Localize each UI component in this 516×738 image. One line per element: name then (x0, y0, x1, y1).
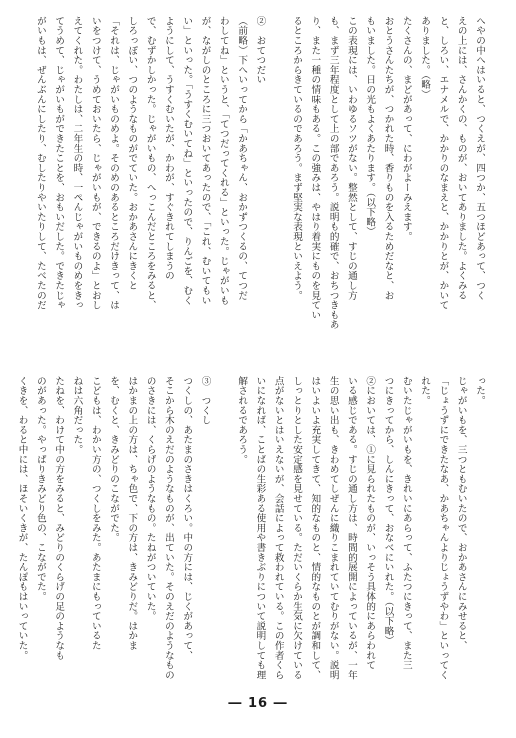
bottom-text-block (16, 376, 488, 684)
bottom-text-column: くきを、わると中には、ほそいくきが、たんぽもはいっていた。 (16, 376, 28, 661)
bottom-text-column: 生の思い出も、きわめてしぜんに織りこまれていてむりがない。説明 (327, 376, 339, 680)
top-text-column: わしてね」というと、「てつだってくれる」といった。じゃがいも (217, 16, 229, 306)
top-text-column: しろっぽい、つのようなものがでていた。おかあさんにきくと (126, 16, 138, 291)
top-text-column: もいました。日の光もよくあたります。（以下略） (364, 16, 376, 237)
top-text-column: も、まず三年程度として上の部であろう。説明も的確で、おちつきもあ (327, 16, 339, 330)
top-text-column: るところからきているのであろう。まず堅実な表現といえよう。 (291, 16, 303, 301)
bottom-text-column: つくしの、あたまのさきはくろい。中の方には、じくがあって、 (181, 376, 193, 661)
bottom-text-column: はかまの上の方は、ちゃ色で、下の方は、きみどりだ。はかま (126, 376, 138, 651)
top-text-column: おとうさんたちが、つかれた時、香りものを入るためだなと、お (382, 16, 394, 301)
bottom-text-column: たねを、わけて中の方をみると、みどりのくらげの足のようなも (53, 376, 65, 661)
bottom-text-column: 点がないとはいえないが、会話によって救われている。この作者くら (272, 376, 284, 680)
bottom-text-column: のがあった。やっぱりきみどり色の、こながでた。 (34, 376, 46, 602)
top-text-column: へやの中へはいると、つくえが、四つか、五つほどあって、つく (474, 16, 485, 301)
top-text-column: と、しろい、エナメルで、かかりのなまえと、かかりとが、かいて (437, 16, 449, 310)
bottom-text-column: れた。 (419, 376, 431, 406)
top-text-column: 「それは、じゃがいものめよ。そのめのあるところだけきって、は (108, 16, 120, 310)
bottom-text-column: ねは六角だった。 (71, 376, 83, 455)
top-text-column: り、また一種の情味もある。この強みは、やはり着実にものを見てい (309, 16, 321, 320)
bottom-text-column: じゃがいもを、三つともむいたので、おかあさんにみせると、 (455, 376, 467, 651)
top-text-column: たくさんの、まどがあって、にわがよーみえます。 (400, 16, 412, 242)
top-text-block (28, 16, 488, 356)
bottom-text-column: を、むくと、きみどりのこながでた。 (108, 376, 120, 543)
top-text-column: （前略）下へいってから「かあちゃん、おかずつくるの、てつだ (236, 16, 248, 301)
bottom-text-column: こどもは、わかい方の、つくしをみた。あたまにもっているた (89, 376, 101, 651)
top-text-column: で、むずかしかった。じゃがいもの、へっこんだところをみると、 (144, 16, 156, 310)
top-text-column: ようにして、うすくむいたが、かわが、すぐきれてしまうの (162, 16, 174, 281)
bottom-text-column: いる感じである。すじの通し方は、時間的展開によっているが、一年 (345, 376, 357, 680)
bottom-text-column: ③ つくし (199, 376, 211, 425)
bottom-text-column: ②においては、①に見られたものが、いっそう具体的にあらわれて (364, 376, 376, 670)
top-text-column: ありました。（略） (419, 16, 431, 100)
bottom-text-column: のさきには、くらげのようなもの。たねがついていた。 (144, 376, 156, 621)
top-text-column: この表現には、いわゆるソツがない。整然として、すじの通し方 (345, 16, 357, 301)
bottom-text-column: 解されるであろう。 (236, 376, 248, 465)
bottom-text-column: 「じょうずにできたなあ、かあちゃんよりじょうずやわ」といってく (437, 376, 449, 680)
top-text-column: い」といった。「うすくむいてね」といったので、りんごを、むく (181, 16, 193, 306)
top-text-column (268, 16, 286, 356)
top-text-column: がいもは、ぜんぶんにしたり、むしたりやいたりして、たべたのだ (34, 16, 46, 310)
bottom-text-column: しっとりとした安定感を見せている。ただいくらか生気に欠けている (291, 376, 303, 680)
top-text-column: てうめて、じゃがいもができたことを、おもいだした。できたじゃ (53, 16, 65, 310)
bottom-text-column: つにきってから、しんにきって、おなべにいれた。（以下略） (382, 376, 394, 646)
bottom-text-column: そこから木のえだのようなものが、出ていた。そのえだのようなもの (162, 376, 174, 680)
bottom-text-column: った。 (474, 376, 485, 406)
top-text-column: ② おてつだい (254, 16, 266, 85)
bottom-text-column (214, 376, 232, 684)
top-text-column: いをつけて、うめておいたら、じゃがいもが、できるのよ」とおし (89, 16, 101, 310)
top-text-column: えの上には、さんかくの、ものが、おいてありました。よくみる (455, 16, 467, 301)
page-number: ― 16 ― (228, 696, 288, 711)
top-text-column: えてくれた。わたしは、二年生の時、一ぺんじゃがいものめをきっ (71, 16, 83, 310)
bottom-text-column: むいたじゃがいもを、きれいにあらって、ふたつにきって、また三 (400, 376, 412, 670)
bottom-text-column: はいよいよ充実してきて、知的なものと、情的なものとが調和して、 (309, 376, 321, 680)
bottom-text-column: いになれば、ことばの生彩ある使用や書きぶりについて説明しても理 (254, 376, 266, 680)
top-text-column: が、ながしのところに三つおいてあったので、「これ、むいてもい (199, 16, 211, 306)
